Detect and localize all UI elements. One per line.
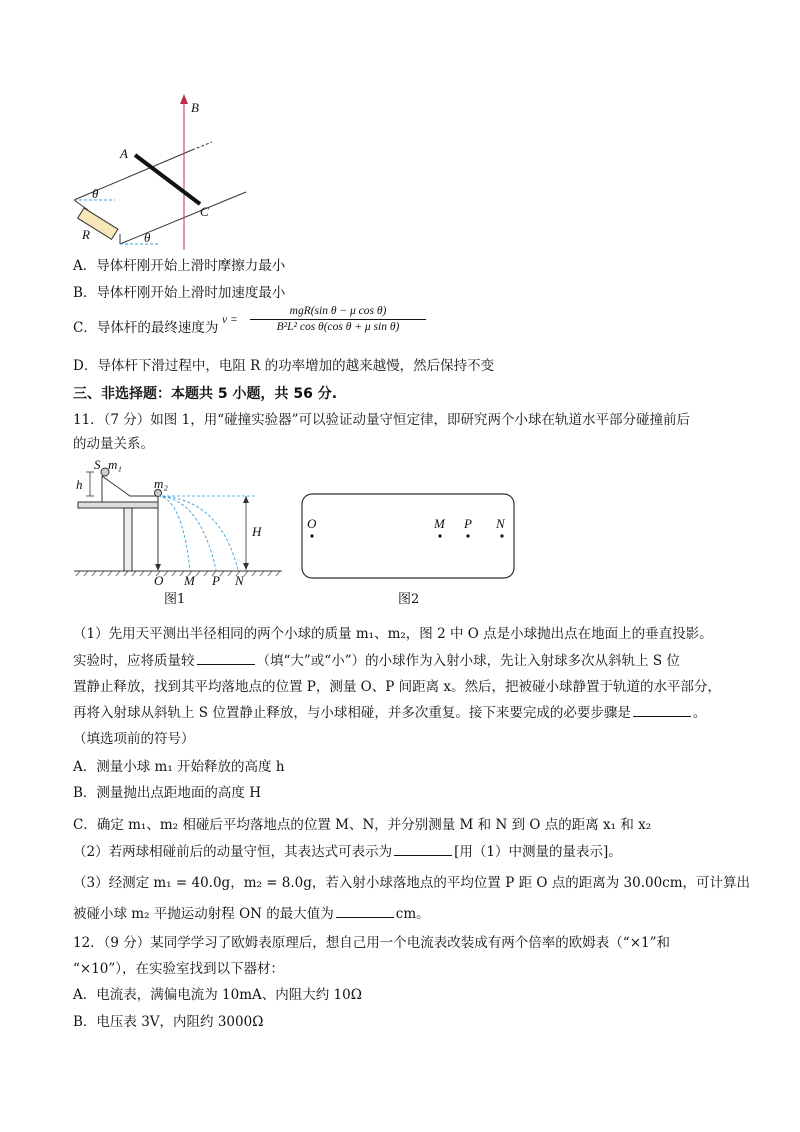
q11-intro-1: 11．（7 分）如图 1，用“碰撞实验器”可以验证动量守恒定律，即研究两个小球在轨道水平部分碰撞前后	[73, 412, 690, 428]
formula-denominator: B²L² cos θ(cos θ + μ sin θ)	[276, 321, 400, 333]
figure-1	[70, 458, 285, 588]
q12-intro-1: 12．（9 分）某同学学习了欧姆表原理后，想自己用一个电流表改装成有两个倍率的欧姆表（“×1”和	[73, 935, 671, 951]
fig1-label-M: M	[184, 573, 195, 588]
q11-p1-line2b: （填“大”或“小”）的小球作为入射小球，先让入射球多次从斜轨上 S 位	[256, 653, 680, 669]
q11-p1-line3: 置静止释放，找到其平均落地点的位置 P，测量 O、P 间距离 x。然后，把被碰小球静置于轨道的水平部分，	[73, 679, 722, 695]
q11-p1-line2	[73, 651, 680, 671]
fig1-label-H: H	[252, 524, 262, 539]
q11-option-a: A．测量小球 m₁ 开始释放的高度 h	[73, 759, 285, 775]
fig2-label-O: O	[307, 516, 317, 531]
fig1-label-N: N	[235, 573, 244, 588]
fig1-label-S: S	[94, 458, 101, 472]
answer-blank-4[interactable]	[336, 904, 394, 918]
q11-p2	[73, 842, 622, 862]
label-theta2: θ	[144, 230, 151, 245]
fig2-label-P: P	[464, 516, 472, 531]
q11-p2b: [用（1）中测量的量表示]。	[454, 844, 622, 860]
formula-numerator: mgR(sin θ − μ cos θ)	[289, 305, 387, 317]
answer-blank-1[interactable]	[197, 651, 255, 665]
q11-option-c: C．确定 m₁、m₂ 相碰后平均落地点的位置 M、N，并分别测量 M 和 N 到 O 点的距离 x₁ 和 x₂	[73, 817, 652, 833]
label-B: B	[191, 100, 199, 115]
q10-option-c-prefix: C．导体杆的最终速度为	[73, 320, 219, 336]
q11-p1-line5: （填选项前的符号）	[73, 731, 195, 747]
fig2-label-N: N	[496, 516, 505, 531]
fig2-label-M: M	[434, 516, 445, 531]
q11-option-b: B．测量抛出点距地面的高度 H	[73, 785, 261, 801]
q11-p3-line1: （3）经测定 m₁ = 40.0g，m₂ = 8.0g，若入射小球落地点的平均位置 P 距 O 点的距离为 30.00cm，可计算出	[73, 875, 751, 891]
q11-p3-line2a: 被碰小球 m₂ 平抛运动射程 ON 的最大值为	[73, 906, 334, 922]
q10-option-d: D．导体杆下滑过程中，电阻 R 的功率增加的越来越慢，然后保持不变	[73, 358, 495, 374]
q11-p3-line2b: cm。	[395, 906, 430, 922]
q12-option-b: B．电压表 3V，内阻约 3000Ω	[73, 1014, 264, 1030]
fig1-label-P: P	[212, 573, 220, 588]
formula-lhs: v =	[222, 314, 238, 326]
fig1-label-O: O	[154, 573, 164, 588]
q11-p1-line1: （1）先用天平测出半径相同的两个小球的质量 m₁、m₂，图 2 中 O 点是小球抛出点在地面上的垂直投影。	[73, 626, 713, 642]
fig1-caption: 图1	[164, 592, 186, 607]
q10-option-b: B．导体杆刚开始上滑时加速度最小	[73, 285, 286, 301]
label-R: R	[82, 227, 90, 242]
q10-option-c	[73, 318, 218, 338]
answer-blank-3[interactable]	[394, 842, 452, 856]
q12-option-a: A．电流表，满偏电流为 10mA、内阻大约 10Ω	[73, 987, 362, 1003]
answer-blank-2[interactable]	[633, 703, 691, 717]
fig2-caption: 图2	[398, 592, 420, 607]
q11-p1-line2a: 实验时，应将质量较	[73, 653, 195, 669]
label-C: C	[200, 204, 209, 219]
q11-intro-2: 的动量关系。	[73, 436, 154, 452]
figure-2	[296, 490, 522, 582]
q12-intro-2: “×10”），在实验室找到以下器材：	[73, 961, 285, 977]
fig1-label-h: h	[76, 477, 83, 492]
q11-p1-line4	[73, 703, 706, 723]
fig1-label-m2: m₂	[154, 476, 168, 491]
q11-p1-line4a: 再将入射球从斜轨上 S 位置静止释放，与小球相碰，并多次重复。接下来要完成的必要步骤是	[73, 705, 631, 721]
q10-option-a: A．导体杆刚开始上滑时摩擦力最小	[73, 258, 286, 274]
inclined-rails-figure	[60, 92, 260, 252]
section-heading: 三、非选择题：本题共 5 小题，共 56 分.	[73, 386, 338, 402]
label-theta1: θ	[92, 186, 99, 201]
label-A: A	[120, 146, 128, 161]
q11-p3-line2	[73, 904, 430, 924]
q11-p2a: （2）若两球相碰前后的动量守恒，其表达式可表示为	[73, 844, 393, 860]
fig1-label-m1: m₁	[108, 458, 122, 472]
q11-p1-line4b: 。	[692, 705, 707, 721]
